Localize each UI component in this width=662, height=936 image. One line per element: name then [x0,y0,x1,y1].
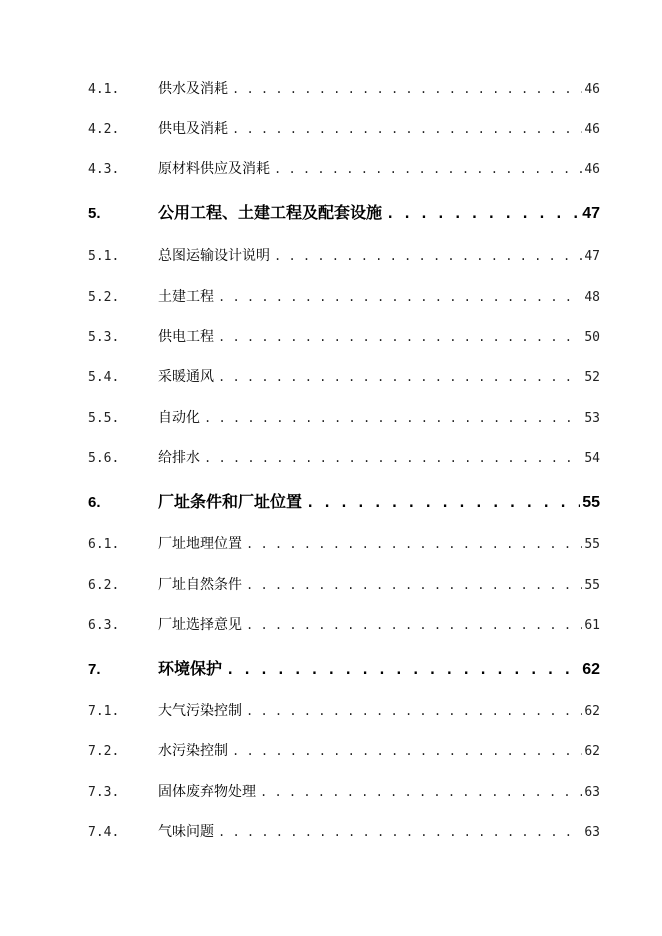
toc-entry-number: 7.2. [88,744,120,759]
toc-entry-title: 采暖通风 [158,369,214,385]
toc-dot-leader [260,785,582,799]
toc-entry-title: 供电工程 [158,329,214,345]
toc-entry-number: 7. [88,661,101,678]
toc-dot-leader [246,618,582,632]
toc-entry-page: 50 [584,330,600,345]
toc-entry-5[interactable] [88,200,600,224]
toc-entry-number: 5.4. [88,370,120,385]
toc-entry-title: 厂址条件和厂址位置 [158,492,303,511]
toc-entry-page: 62 [582,661,600,678]
toc-entry-number: 6.1. [88,537,120,552]
toc-dot-leader [232,744,582,758]
toc-entry-page: 53 [584,411,600,426]
toc-dot-leader [274,162,582,176]
toc-dot-leader [274,249,582,263]
toc-entry-number: 6.3. [88,618,120,633]
toc-entry-5-1[interactable] [88,245,600,269]
toc-entry-page: 55 [584,537,600,552]
toc-entry-title: 大气污染控制 [158,703,242,719]
toc-entry-7-4[interactable] [88,821,600,845]
toc-entry-page: 62 [584,704,600,719]
toc-entry-page: 55 [584,578,600,593]
toc-entry-title: 土建工程 [158,289,214,305]
toc-entry-6[interactable] [88,489,600,513]
toc-dot-leader [218,290,582,304]
toc-entry-number: 5.3. [88,330,120,345]
toc-entry-title: 原材料供应及消耗 [158,161,270,177]
toc-entry-title: 厂址选择意见 [158,617,242,633]
toc-entry-number: 5.2. [88,290,120,305]
toc-entry-number: 5.5. [88,411,120,426]
toc-entry-4-1[interactable] [88,78,600,102]
toc-entry-number: 7.4. [88,825,120,840]
toc-entry-page: 46 [584,82,600,97]
toc-dot-leader [246,537,582,551]
toc-entry-number: 5. [88,205,101,222]
toc-entry-page: 48 [584,290,600,305]
toc-dot-leader [232,82,582,96]
toc-entry-5-2[interactable] [88,286,600,310]
toc-entry-page: 52 [584,370,600,385]
toc-entry-page: 63 [584,825,600,840]
toc-entry-title: 环境保护 [158,659,223,678]
toc-entry-title: 供水及消耗 [158,81,228,97]
toc-dot-leader [232,122,582,136]
toc-entry-title: 厂址地理位置 [158,536,242,552]
toc-dot-leader [218,330,582,344]
toc-dot-leader [386,206,580,222]
toc-dot-leader [306,495,580,511]
toc-dot-leader [218,825,582,839]
toc-entry-number: 5.1. [88,249,120,264]
toc-entry-4-3[interactable] [88,158,600,182]
toc-entry-6-1[interactable] [88,533,600,557]
toc-entry-title: 厂址自然条件 [158,577,242,593]
toc-entry-4-2[interactable] [88,118,600,142]
toc-entry-page: 54 [584,451,600,466]
toc-entry-7-2[interactable] [88,740,600,764]
toc-dot-leader [218,370,582,384]
toc-entry-6-2[interactable] [88,574,600,598]
toc-entry-7-1[interactable] [88,700,600,724]
toc-entry-page: 46 [584,162,600,177]
toc-entry-title: 公用工程、土建工程及配套设施 [158,203,383,222]
toc-entry-page: 46 [584,122,600,137]
toc-entry-title: 给排水 [158,450,200,466]
toc-dot-leader [204,411,582,425]
toc-entry-page: 63 [584,785,600,800]
toc-entry-title: 供电及消耗 [158,121,228,137]
toc-entry-title: 自动化 [158,410,200,426]
toc-dot-leader [226,662,580,678]
toc-entry-number: 4.1. [88,82,120,97]
toc-entry-number: 6. [88,494,101,511]
toc-entry-number: 5.6. [88,451,120,466]
toc-entry-number: 4.2. [88,122,120,137]
toc-entry-number: 6.2. [88,578,120,593]
toc-entry-page: 47 [584,249,600,264]
toc-dot-leader [246,578,582,592]
toc-entry-page: 61 [584,618,600,633]
toc-entry-title: 水污染控制 [158,743,228,759]
toc-dot-leader [246,704,582,718]
toc-entry-6-3[interactable] [88,614,600,638]
toc-dot-leader [204,451,582,465]
toc-entry-page: 62 [584,744,600,759]
toc-entry-7[interactable] [88,656,600,680]
toc-entry-5-5[interactable] [88,407,600,431]
toc-entry-number: 7.3. [88,785,120,800]
toc-entry-page: 47 [582,205,600,222]
toc-entry-7-3[interactable] [88,781,600,805]
toc-entry-number: 4.3. [88,162,120,177]
toc-entry-number: 7.1. [88,704,120,719]
toc-entry-title: 总图运输设计说明 [158,248,270,264]
toc-entry-5-3[interactable] [88,326,600,350]
toc-entry-5-6[interactable] [88,447,600,471]
toc-entry-title: 固体废弃物处理 [158,784,256,800]
toc-entry-5-4[interactable] [88,366,600,390]
toc-entry-page: 55 [582,494,600,511]
toc-entry-title: 气味问题 [158,824,214,840]
